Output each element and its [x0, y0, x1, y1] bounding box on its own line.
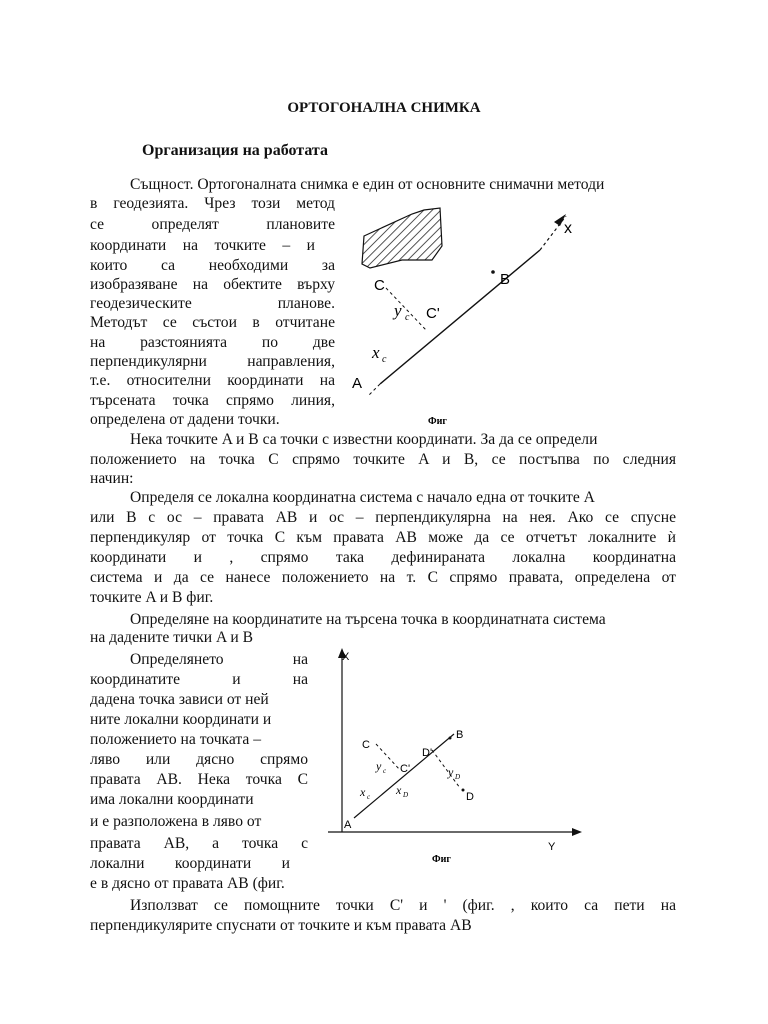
- label-y: y: [394, 301, 402, 320]
- p1-line: търсената точка спрямо линия,: [90, 392, 335, 409]
- label-x-axis: X: [342, 651, 350, 663]
- label-xd: x: [396, 783, 402, 797]
- label-b: B: [456, 729, 464, 741]
- p1-line: изобразяване на обектите върху: [90, 276, 335, 293]
- label-yd: y: [448, 765, 454, 779]
- p5-line: локални координати и: [90, 855, 290, 872]
- p5-line: ляво или дясно спрямо: [90, 751, 308, 768]
- label-c: C: [374, 277, 385, 294]
- p5-line: координатите и на: [90, 671, 308, 688]
- point-b-mark: [491, 270, 495, 274]
- label-c-prime: C': [426, 305, 440, 322]
- p3-line: координати и , спрямо така дефинираната локална координатна: [90, 549, 676, 566]
- perpendicular-c: [386, 288, 426, 330]
- p2-line: положението на точка C спрямо точките A и B, се постъпва по следния: [90, 451, 676, 468]
- p3-line: система и да се нанесе положението на т. C спрямо правата, определена от: [90, 569, 676, 586]
- p5-line: е в дясно от правата AB (фиг.: [90, 875, 285, 892]
- p3-line: Определя се локална координатна система с начало една от точките A: [130, 489, 595, 506]
- p6-line: перпендикулярите спуснати от точките и към правата AB: [90, 917, 472, 934]
- figure-1-diagram: [340, 200, 580, 430]
- baseline-ab: [380, 250, 540, 384]
- y-axis-arrow: [572, 828, 582, 836]
- p2-line: начин:: [90, 470, 134, 487]
- p5-line: правата AB. Нека точка C: [90, 771, 308, 788]
- p5-line: положението на точката –: [90, 731, 262, 748]
- label-d: D: [466, 791, 474, 803]
- p5-line: има локални координати: [90, 791, 254, 808]
- figure-1-caption: Фиг: [428, 416, 447, 427]
- p5-line: и е разположена в ляво от: [90, 813, 262, 830]
- baseline-back: [368, 384, 380, 396]
- p1-line: на разстоянията по две: [90, 334, 335, 351]
- point-d-mark: [462, 789, 465, 792]
- page-title: ОРТОГОНАЛНА СНИМКА: [287, 100, 481, 116]
- p5-line: Определянето на: [130, 651, 308, 668]
- label-a: A: [344, 819, 352, 831]
- label-xd-sub: D: [403, 791, 409, 799]
- p6-line: Използват се помощните точки C' и ' (фиг. , които са пети на: [130, 897, 676, 914]
- p1-line: в геодезията. Чрез този метод: [90, 195, 335, 212]
- p5-line: дадена точка зависи от ней: [90, 691, 269, 708]
- p1-first-line: Същност. Ортогоналната снимка е един от основните снимачни методи: [130, 176, 605, 193]
- label-x: x: [372, 343, 380, 362]
- p5-line: ните локални координати и: [90, 711, 272, 728]
- p4-line: на дадените тички A и B: [90, 629, 253, 646]
- p1-line: координати на точките – и: [90, 237, 315, 254]
- p1-line: т.е. относителни координати на: [90, 372, 335, 389]
- label-yc: y: [376, 759, 382, 773]
- p5-line: правата AB, а точка с: [90, 835, 308, 852]
- label-xc: x: [360, 785, 366, 799]
- p4-line: Определяне на координатите на търсена точка в координатната система: [130, 611, 606, 628]
- label-c-prime: C': [400, 763, 411, 775]
- p1-line: определена от дадени точки.: [90, 411, 280, 428]
- p3-line: точките A и B фиг.: [90, 589, 214, 606]
- p1-line: Методът се състои в отчитане: [90, 314, 335, 331]
- label-yc-sub: c: [383, 767, 387, 775]
- p1-line: перпендикулярни направления,: [90, 353, 335, 370]
- p1-line: геодезическите планове.: [90, 295, 335, 312]
- point-b-mark: [449, 737, 452, 740]
- figure-2-caption: Фиг: [432, 854, 451, 865]
- perpendicular-d: [432, 750, 460, 788]
- label-c: C: [362, 739, 370, 751]
- label-b: B: [500, 271, 511, 288]
- label-y-sub: c: [405, 312, 410, 323]
- label-y-axis: Y: [548, 841, 556, 853]
- label-xc-sub: c: [367, 793, 371, 801]
- figure-2-diagram: [320, 640, 600, 870]
- p3-line: или B с ос – правата AB и ос – перпендикулярна на нея. Ако се спусне: [90, 509, 676, 526]
- arrow-x-label: x: [564, 220, 572, 237]
- hatched-building: [362, 208, 442, 268]
- label-yd-sub: D: [455, 773, 461, 781]
- section-heading: Организация на работата: [142, 142, 328, 159]
- label-a: A: [352, 375, 363, 392]
- p1-line: които са необходими за: [90, 257, 335, 274]
- label-x-sub: c: [382, 354, 387, 365]
- p1-line: се определят плановите: [90, 216, 335, 233]
- p3-line: перпендикуляр от точка C към правата AB може да се отчетът локалните ѝ: [90, 529, 676, 546]
- label-d-prime: D': [422, 747, 433, 759]
- p2-line: Нека точките A и B са точки с известни координати. За да се определи: [130, 431, 598, 448]
